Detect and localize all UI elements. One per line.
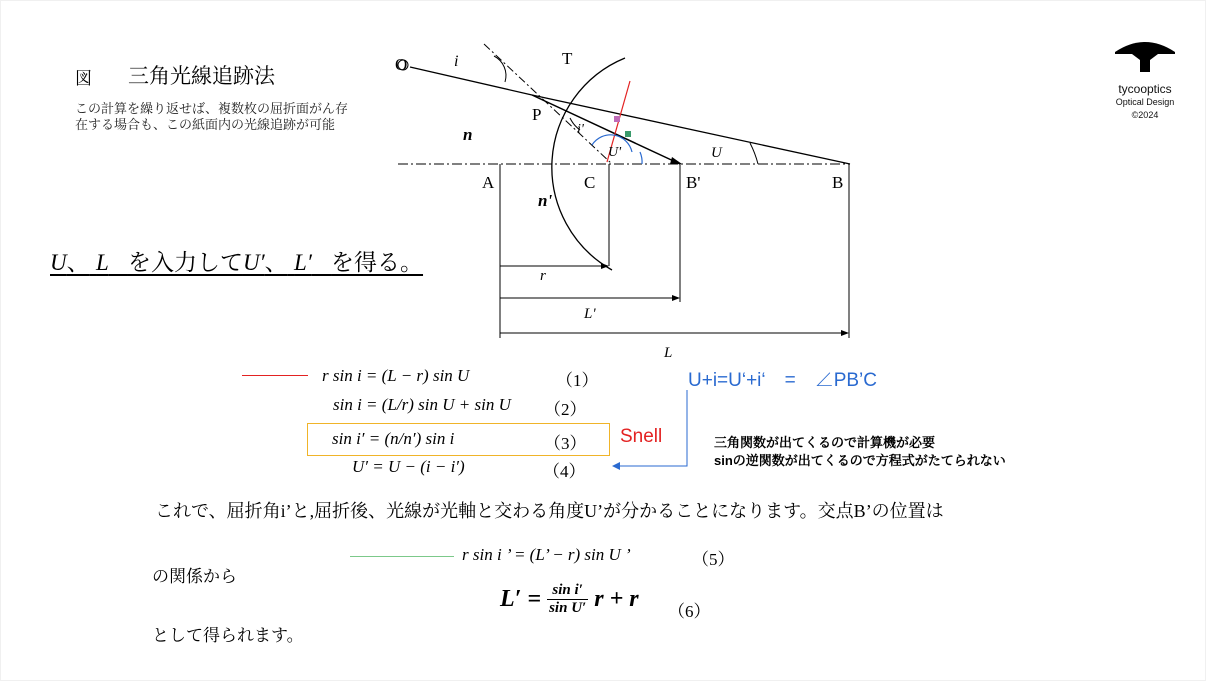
equation-4-number: （4） [543, 462, 586, 481]
label-nprime: n' [538, 191, 553, 210]
heading-sep2: 、 [264, 249, 288, 275]
logo-copyright: ©2024 [1131, 110, 1159, 120]
logo-subtitle: Optical Design [1115, 97, 1175, 107]
blue-connector-line [614, 390, 687, 466]
heading-lprime: L′ [294, 250, 312, 275]
refracted-ray-arrow [670, 157, 682, 164]
angle-i-arc [494, 56, 506, 82]
label-uprime: U' [608, 145, 622, 160]
label-r: r [540, 268, 546, 284]
equation-3-number: （3） [544, 434, 587, 453]
label-t: T [562, 49, 573, 68]
label-i: i [454, 53, 459, 70]
equation-6-number: （6） [668, 602, 711, 621]
body-sentence: これで、屈折角i’と,屈折後、光線が光軸と交わる角度U’が分かることになります。交点B’の位置は [155, 501, 944, 521]
ray-trace-diagram [380, 35, 880, 365]
calc-note-1: 三角関数が出てくるので計算機が必要 [714, 435, 936, 450]
note-line-1: この計算を繰り返せば、複数枚の屈折面がん存 [75, 101, 349, 116]
logo-stem [1132, 54, 1158, 72]
equation-5-number: （5） [692, 550, 735, 569]
l-arrow [841, 330, 849, 336]
heading-u: U [50, 250, 67, 275]
label-b: B [832, 173, 844, 192]
label-c: C [584, 173, 596, 192]
label-bprime: B' [686, 173, 701, 192]
obtained-as-text: として得られます。 [152, 626, 304, 645]
label-lprime: L' [584, 306, 596, 322]
angle-u-arc [750, 143, 758, 164]
snell-label: Snell [620, 426, 663, 447]
equation-2: sin i = (L/r) sin U + sin U [333, 395, 511, 414]
blue-connector-arrow [612, 462, 620, 470]
equation-3: sin i′ = (n/n′) sin i [332, 429, 455, 448]
equation-6: L′ = $\frac{\text{sin i′}}{\text{sin U′}}$ r + r [500, 582, 639, 616]
right-angle-marker [614, 116, 620, 122]
angle-relation: U+i=U‘+i‘ = ∠PB’C [688, 370, 877, 391]
angle-blue-arc-2 [640, 152, 642, 164]
input-output-heading [50, 244, 423, 277]
equation-1-number: （1） [556, 371, 599, 390]
heading-uprime: U′ [242, 250, 265, 275]
figure-label: 図 [75, 69, 92, 88]
refracted-ray [532, 95, 680, 164]
blue-connector [600, 385, 695, 475]
logo-arch [1115, 42, 1175, 54]
label-p: P [532, 105, 542, 124]
right-angle-marker-2 [625, 131, 631, 137]
note-line-2: 在する場合も、この紙面内の光線追跡が可能 [75, 117, 336, 132]
label-o: O [395, 55, 408, 74]
label-iprime: i' [577, 122, 584, 137]
label-a: A [482, 173, 495, 192]
equation-2-number: （2） [544, 400, 587, 419]
surface-normal [484, 44, 612, 164]
logo-name: tycooptics [1118, 82, 1172, 96]
heading-l: L [96, 250, 109, 275]
figure-title: 三角光線追跡法 [128, 65, 275, 88]
incident-ray [410, 67, 532, 95]
calc-note-2: sinの逆関数が出てくるので方程式がたてられない [714, 453, 1006, 468]
heading-end: を得る。 [331, 249, 424, 275]
equation-5: r sin i ’ = (L’ − r) sin U ’ [462, 545, 631, 564]
heading-sep1: 、 [66, 249, 90, 275]
green-lead-line [350, 556, 454, 557]
red-lead-line [242, 375, 308, 376]
heading-mid: を入力して [127, 249, 243, 275]
equation-1: r sin i = (L − r) sin U [322, 366, 470, 385]
label-u: U [711, 145, 722, 161]
tycooptics-logo [1112, 34, 1178, 122]
relation-from-text: の関係から [152, 567, 237, 586]
logo-mark [1112, 34, 1178, 78]
equation-4: U′ = U − (i − i′) [352, 457, 465, 476]
lprime-arrow [672, 295, 680, 301]
label-n: n [463, 125, 473, 144]
label-l: L [664, 345, 673, 361]
